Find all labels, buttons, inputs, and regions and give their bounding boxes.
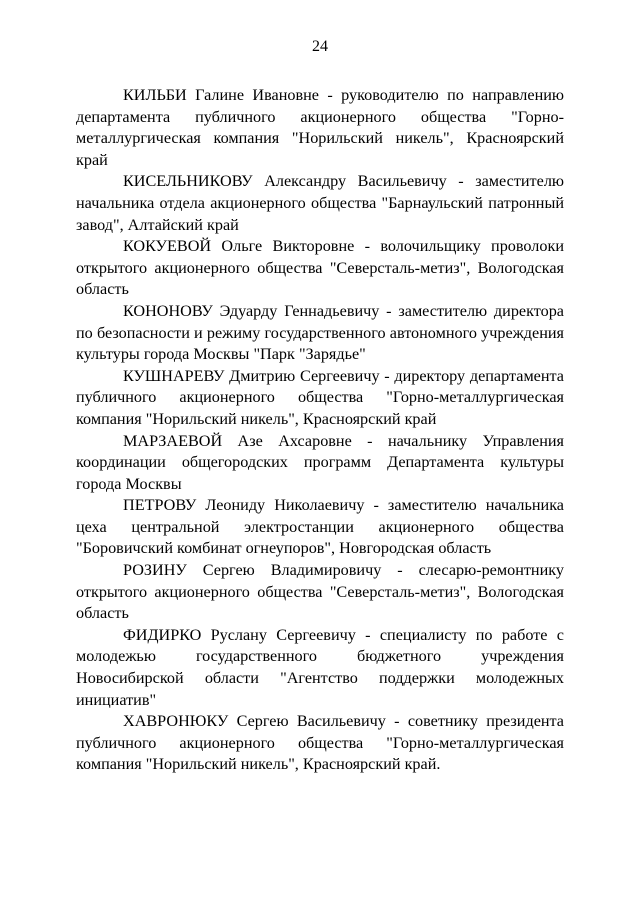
list-entry: ФИДИРКО Руслану Сергеевичу - специалисту по работе с молодежью государственного бюджетного учреждения Новосибирской области "Агентство поддержки молодежных инициатив" (76, 625, 564, 709)
list-entry: МАРЗАЕВОЙ Азе Ахсаровне - начальнику Управления координации общегородских программ Департамента культуры города Москвы (76, 431, 564, 493)
page-number: 24 (312, 38, 328, 55)
list-entry: КОНОНОВУ Эдуарду Геннадьевичу - заместителю директора по безопасности и режиму государственного автономного учреждения культуры города Москвы "Парк "Зарядье" (76, 301, 564, 364)
list-entry: ХАВРОНЮКУ Сергею Васильевичу - советнику президента публичного акционерного общества "Горно-металлургическая компания "Норильский никель", Красноярский край. (76, 712, 564, 774)
list-entry: КИЛЬБИ Галине Ивановне - руководителю по направлению департамента публичного акционерного общества "Горно-металлургическая компания "Норильский никель", Красноярский край (76, 86, 564, 169)
list-entry: РОЗИНУ Сергею Владимировичу - слесарю-ремонтнику открытого акционерного общества "Северсталь-метиз", Вологодская область (76, 561, 564, 623)
list-entry: КУШНАРЕВУ Дмитрию Сергеевичу - директору департамента публичного акционерного общества "Горно-металлургическая компания "Норильский никель", Красноярский край (76, 366, 564, 428)
award-list (76, 85, 564, 776)
list-entry: КИСЕЛЬНИКОВУ Александру Васильевичу - заместителю начальника отдела акционерного общества "Барнаульский патронный завод", Алтайский край (76, 172, 564, 234)
list-entry: КОКУЕВОЙ Ольге Викторовне - волочильщику проволоки открытого акционерного общества "Северсталь-метиз", Вологодская область (76, 237, 564, 299)
list-entry: ПЕТРОВУ Леониду Николаевичу - заместителю начальника цеха центральной электростанции акционерного общества "Боровичский комбинат огнеупоров", Новгородская область (76, 496, 564, 558)
